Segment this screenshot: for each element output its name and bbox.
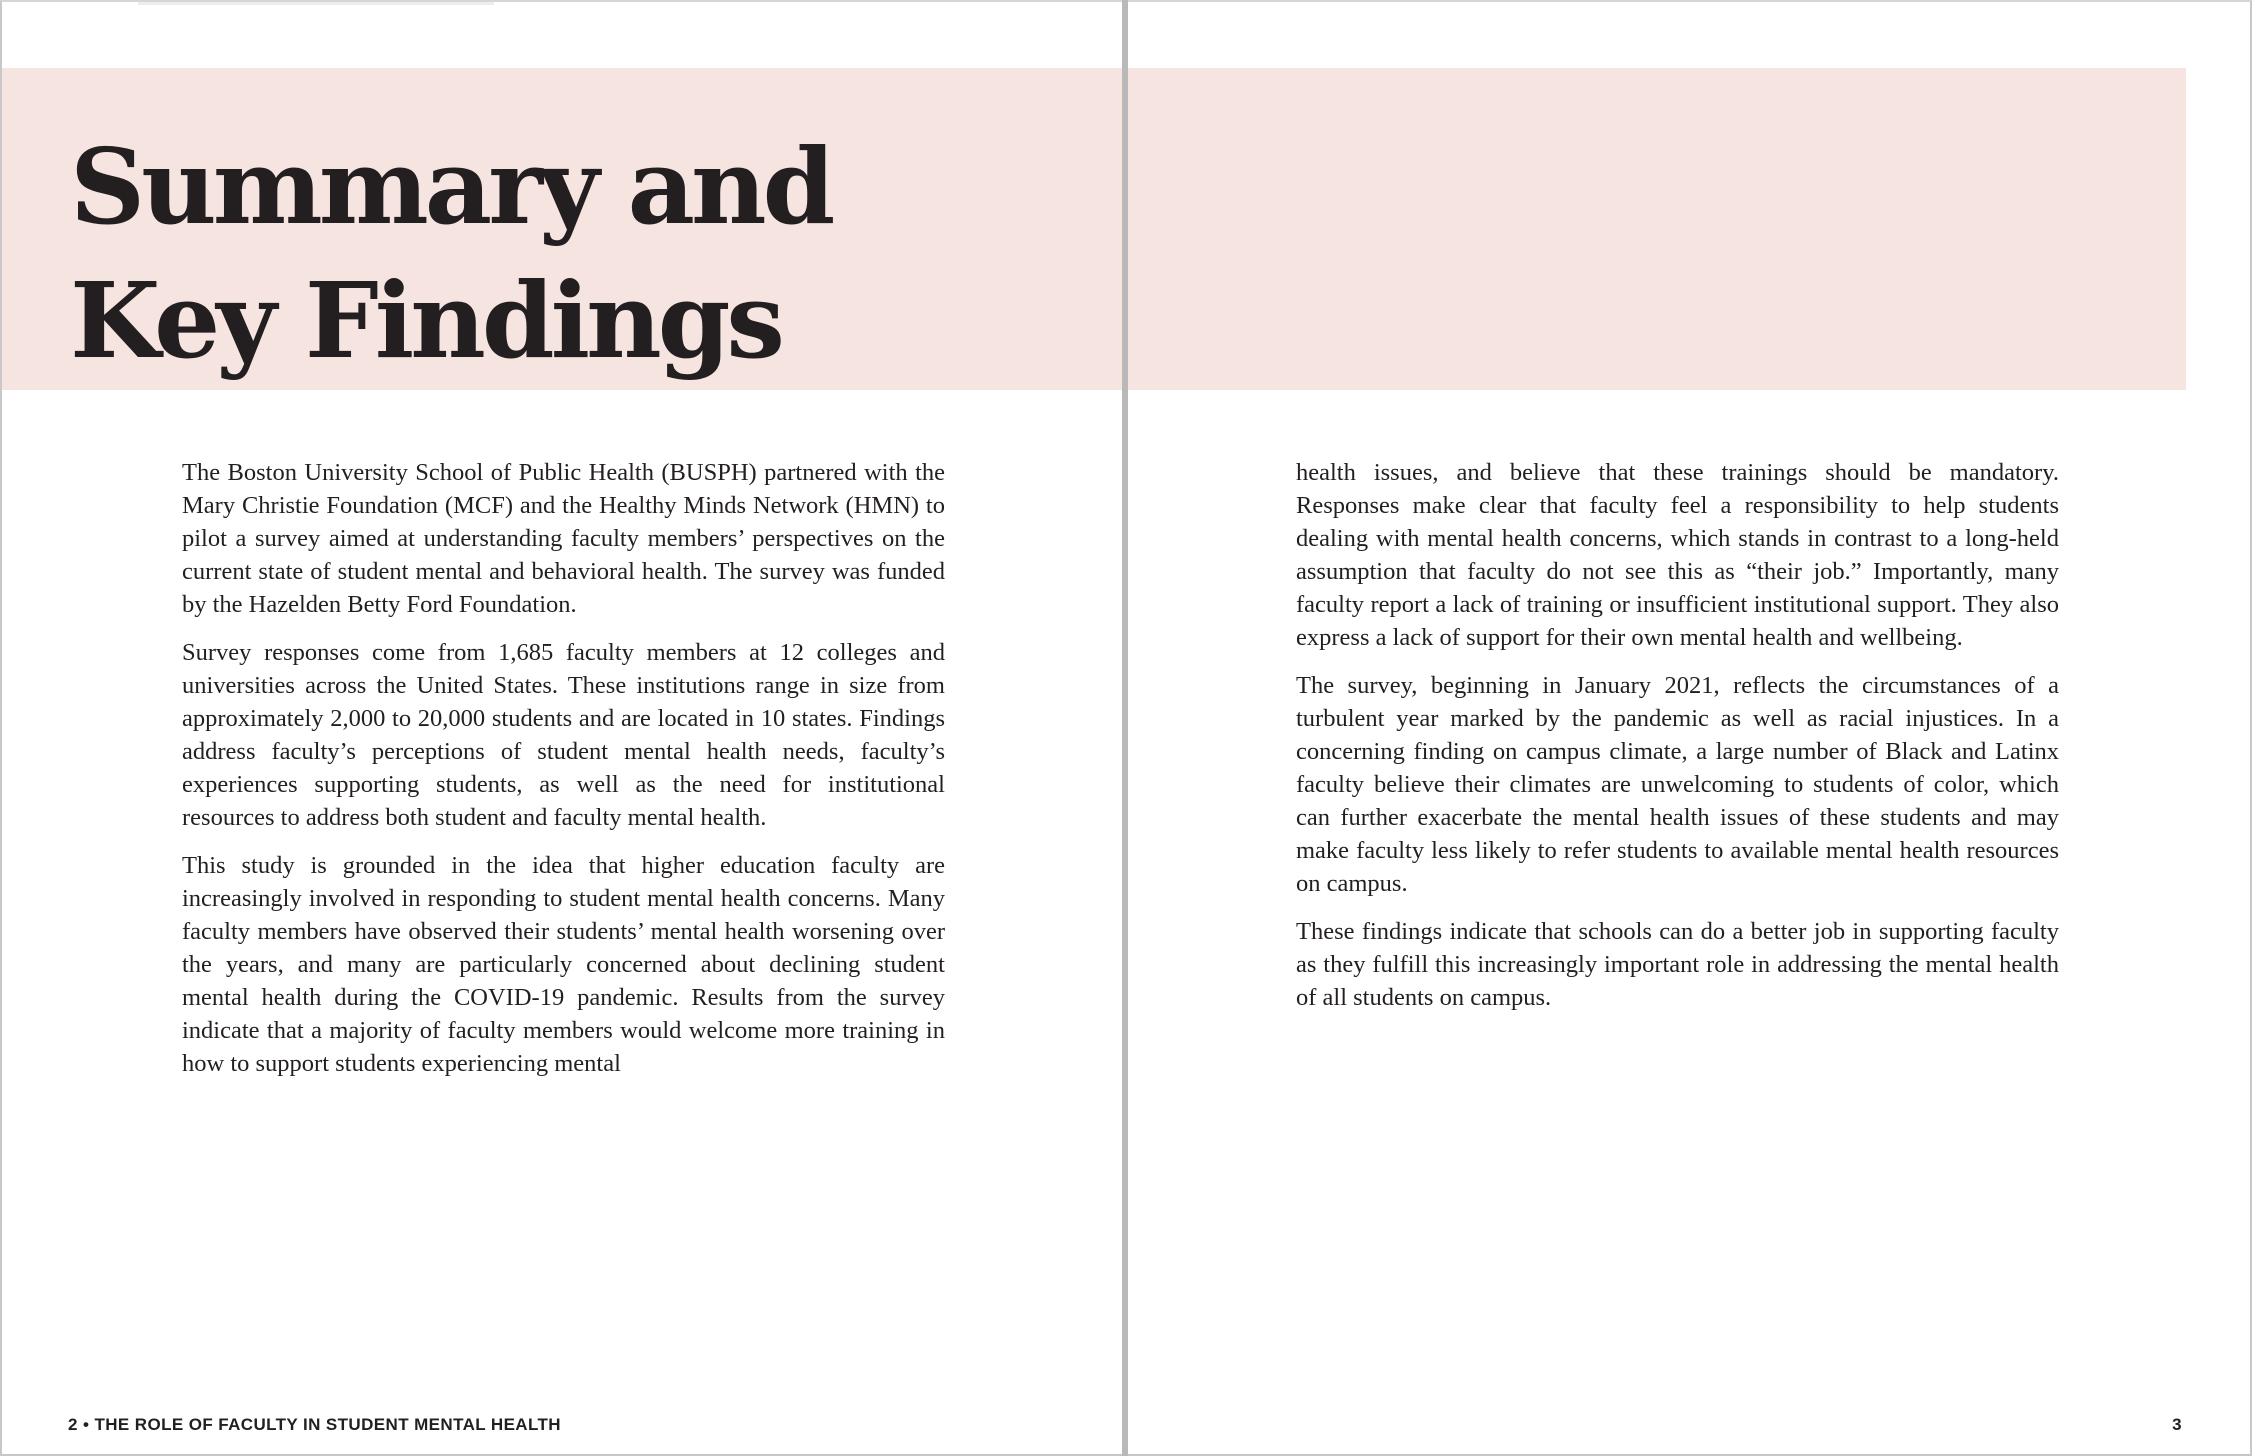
left-text-column <box>182 456 945 1095</box>
page-footer-left: 2 • THE ROLE OF FACULTY IN STUDENT MENTAL HEALTH <box>68 1415 561 1434</box>
body-paragraph: health issues, and believe that these trainings should be mandatory. Responses make clear that faculty feel a responsibility to help students dealing with mental health concerns, which stands in contrast to a long-held assumption that faculty do not see this as “their job.” Importantly, many faculty report a lack of training or insufficient institutional support. They also express a lack of support for their own mental health and wellbeing. <box>1296 459 2059 651</box>
page-number: 3 <box>2172 1415 2182 1434</box>
page-tab <box>138 2 494 5</box>
title-line-1: Summary and <box>70 125 832 248</box>
body-paragraph: The survey, beginning in January 2021, reflects the circumstances of a turbulent year marked by the pandemic as well as racial injustices. In a concerning finding on campus climate, a large number of Black and Latinx faculty believe their climates are unwelcoming to students of color, which can further exacerbate the mental health issues of these students and may make faculty less likely to refer students to available mental health resources on campus. <box>1296 672 2059 897</box>
body-paragraph: These findings indicate that schools can do a better job in supporting faculty as they fulfill this increasingly important role in addressing the mental health of all students on campus. <box>1296 918 2059 1011</box>
body-paragraph: The Boston University School of Public Health (BUSPH) partnered with the Mary Christie Foundation (MCF) and the Healthy Minds Network (HMN) to pilot a survey aimed at understanding faculty members’ perspectives on the current state of student mental and behavioral health. The survey was funded by the Hazelden Betty Ford Foundation. <box>182 459 945 618</box>
right-page <box>1128 0 2252 1456</box>
title-line-2: Key Findings <box>70 259 781 382</box>
body-paragraph: Survey responses come from 1,685 faculty members at 12 colleges and universities across the United States. These institutions range in size from approximately 2,000 to 20,000 students and are located in 10 states. Findings address faculty’s perceptions of student mental health needs, faculty’s experiences supporting students, as well as the need for institutional resources to address both student and faculty mental health. <box>182 639 945 831</box>
body-paragraph: This study is grounded in the idea that higher education faculty are increasingly involved in responding to student mental health concerns. Many faculty members have observed their students’ mental health worsening over the years, and many are particularly concerned about declining student mental health during the COVID-19 pandemic. Results from the survey indicate that a majority of faculty members would welcome more training in how to support students experiencing mental <box>182 852 945 1077</box>
left-page <box>0 0 1124 1456</box>
header-band <box>1128 68 2186 390</box>
right-text-column <box>1296 456 2059 1029</box>
page-title <box>70 120 831 388</box>
